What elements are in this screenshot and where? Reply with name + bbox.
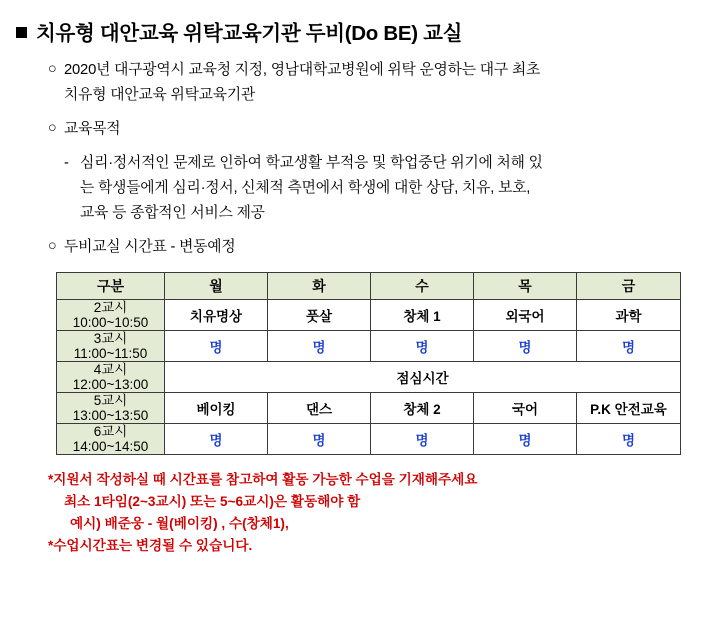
table-cell: 명 (577, 331, 681, 362)
table-cell: 외국어 (474, 300, 577, 331)
table-cell: 명 (165, 424, 268, 455)
table-cell: 국어 (474, 393, 577, 424)
period-name: 2교시 (93, 300, 128, 315)
square-bullet-icon (16, 27, 27, 38)
table-row (57, 331, 681, 362)
period-cell (57, 424, 165, 455)
table-cell: 명 (371, 331, 474, 362)
period-name: 5교시 (93, 393, 128, 408)
list-item (48, 58, 702, 108)
table-header-cell: 수 (371, 273, 474, 300)
table-cell: 베이킹 (165, 393, 268, 424)
circle-bullet-icon: ○ (48, 61, 57, 77)
table-cell: P.K 안전교육 (577, 393, 681, 424)
circle-bullet-icon: ○ (48, 120, 57, 136)
sub-line (80, 151, 625, 176)
table-header-cell: 구분 (57, 273, 165, 300)
table-cell: 명 (268, 331, 371, 362)
table-cell-merged: 점심시간 (165, 362, 681, 393)
period-time: 10:00~10:50 (72, 315, 149, 330)
table-cell: 명 (474, 331, 577, 362)
list-item (48, 235, 702, 260)
page-title (16, 16, 702, 46)
list-item-line-text: 2020년 대구광역시 교육청 지정, 영남대학교병원에 위탁 운영하는 대구 최초 (64, 62, 541, 78)
table-header-row (57, 273, 681, 300)
footnote-line: *지원서 작성하실 때 시간표를 참고하여 활동 가능한 수업을 기재해주세요 (48, 472, 478, 487)
sub-list-item (64, 151, 702, 226)
bullet-list (48, 58, 702, 260)
table-header-cell: 월 (165, 273, 268, 300)
table-header-cell: 목 (474, 273, 577, 300)
list-item-body: 교육목적 (64, 121, 121, 137)
period-time: 12:00~13:00 (72, 377, 149, 392)
table-cell: 명 (165, 331, 268, 362)
period-cell (57, 331, 165, 362)
table-header-cell: 화 (268, 273, 371, 300)
table-row (57, 393, 681, 424)
period-time: 13:00~13:50 (72, 408, 149, 423)
list-item-body (64, 58, 624, 108)
table-cell: 댄스 (268, 393, 371, 424)
table-cell: 창체 1 (371, 300, 474, 331)
table-cell: 명 (577, 424, 681, 455)
table-cell: 풋살 (268, 300, 371, 331)
period-name: 4교시 (93, 362, 128, 377)
period-cell (57, 300, 165, 331)
sub-line: 교육 등 종합적인 서비스 제공 (80, 205, 265, 221)
schedule-table (56, 272, 681, 455)
period-time: 14:00~14:50 (72, 439, 149, 454)
footnotes (48, 469, 702, 557)
table-cell: 명 (268, 424, 371, 455)
page-title-text: 치유형 대안교육 위탁교육기관 두비(Do BE) 교실 (36, 22, 463, 45)
dash-bullet-icon: - (64, 155, 69, 171)
table-header-cell: 금 (577, 273, 681, 300)
period-name: 3교시 (93, 331, 128, 346)
period-cell (57, 393, 165, 424)
period-time: 11:00~11:50 (73, 346, 148, 361)
list-item-body: 두비교실 시간표 - 변동예정 (64, 239, 236, 255)
list-item-line (64, 58, 624, 83)
list-item (48, 117, 702, 142)
table-cell: 과학 (577, 300, 681, 331)
table-row (57, 424, 681, 455)
sub-list-item-body (80, 151, 625, 226)
table-row (57, 300, 681, 331)
table-cell: 명 (371, 424, 474, 455)
table-cell: 창체 2 (371, 393, 474, 424)
sub-line-text: 심리·정서적인 문제로 인하여 학교생활 부적응 및 학업중단 위기에 처해 있 (80, 155, 543, 171)
footnote-line: 예시) 배준웅 - 월(베이킹) , 수(창체1), (70, 516, 289, 531)
circle-bullet-icon: ○ (48, 238, 57, 254)
period-name: 6교시 (93, 424, 128, 439)
table-cell: 치유명상 (165, 300, 268, 331)
footnote-line: *수업시간표는 변경될 수 있습니다. (48, 538, 253, 553)
sub-line (80, 176, 625, 201)
table-cell: 명 (474, 424, 577, 455)
period-cell (57, 362, 165, 393)
list-item-line-text: 치유형 대안교육 위탁교육기관 (64, 87, 256, 103)
footnote-line: 최소 1타임(2~3교시) 또는 5~6교시)은 활동해야 함 (64, 494, 361, 509)
table-row (57, 362, 681, 393)
sub-line-text: 는 학생들에게 심리·정서, 신체적 측면에서 학생에 대한 상담, 치유, 보호, (80, 180, 531, 196)
